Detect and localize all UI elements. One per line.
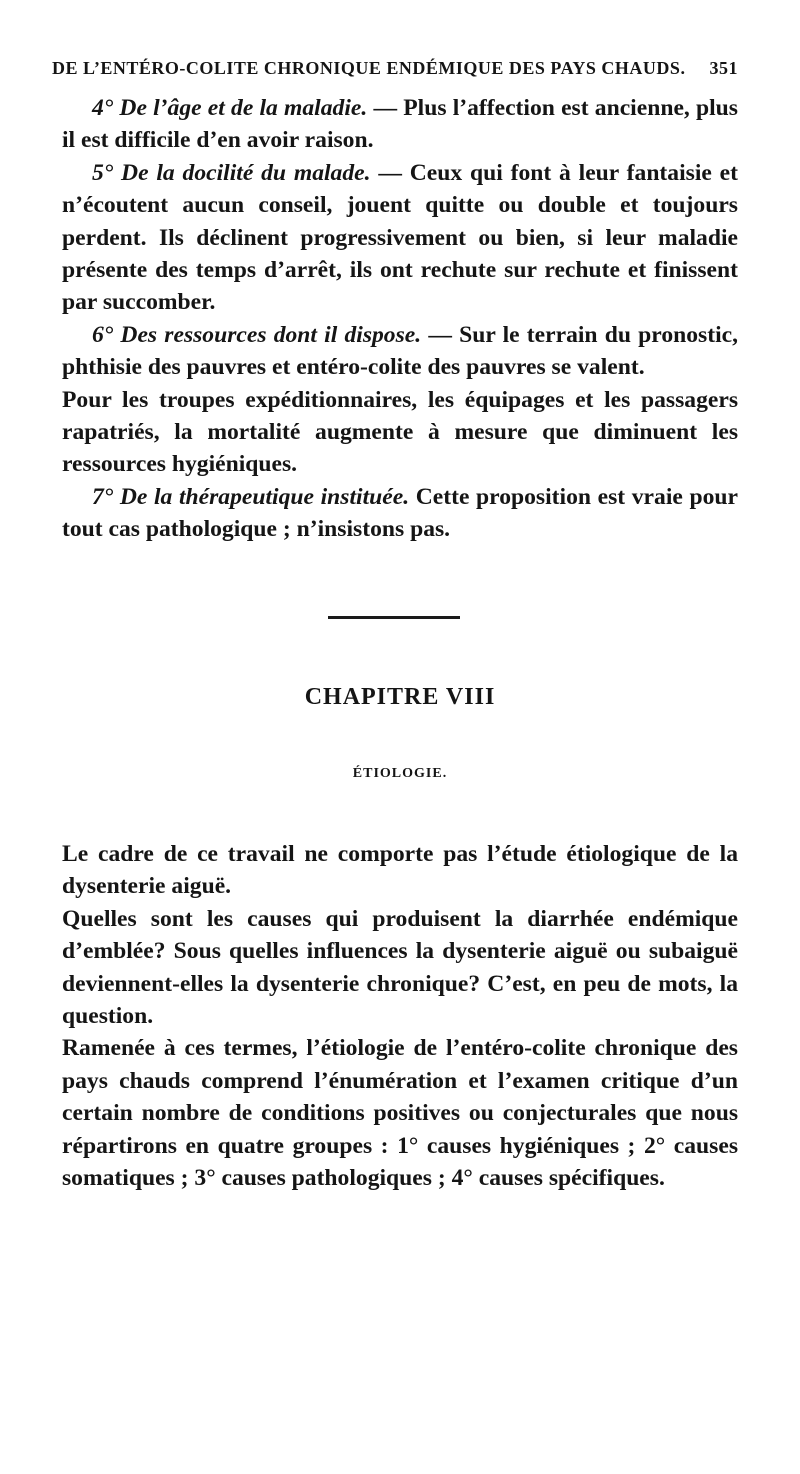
paragraph-body: — Plus l’affection est ancienne, plus il est difficile d’en avoir raison.: [62, 95, 738, 154]
paragraph-groups: Ramenée à ces termes, l’étiologie de l’entéro-colite chronique des pays chauds comprend l’énumération et l’examen critique d’un certain nombre de conditions positives ou conjecturales que nous répartirons en quatre groupes : 1° causes hygiéniques ; 2° causes somatiques ; 3° causes pathologiques ; 4° causes spécifiques.: [62, 1035, 738, 1192]
paragraph-heading: 5° De la docilité du malade.: [92, 159, 371, 186]
paragraph-therapeutics: [62, 481, 738, 546]
running-title: DE L’ENTÉRO-COLITE CHRONIQUE ENDÉMIQUE DES PAYS CHAUDS.: [52, 58, 686, 78]
paragraph-heading: 4° De l’âge et de la maladie.: [92, 95, 368, 121]
chapter-title: CHAPITRE VIII: [304, 684, 496, 710]
paragraph-age: [62, 92, 738, 157]
paragraph-scope: Le cadre de ce travail ne comporte pas l’étude étiologique de la dysenterie aiguë.: [62, 841, 738, 900]
paragraph-troops: Pour les troupes expéditionnaires, les équipages et les passagers rapatriés, la mortalité augmente à mesure que diminuent les ressources hygiéniques.: [62, 386, 738, 478]
page-number: 351: [709, 58, 738, 78]
section-divider: [328, 616, 460, 619]
paragraph-heading: 7° De la thérapeutique instituée.: [92, 483, 410, 510]
chapter-subtitle: ÉTIOLOGIE.: [352, 766, 448, 781]
running-header: [52, 58, 738, 86]
paragraph-body: — Sur le terrain du pronostic, phthisie des pauvres et entéro-colite des pauvres se valent.: [62, 321, 738, 381]
paragraph-body: Cette proposition est vraie pour tout cas pathologique ; n’insistons pas.: [62, 483, 738, 543]
prognosis-section: [62, 92, 738, 546]
etiology-section: [62, 838, 738, 1194]
paragraph-heading: 6° Des ressources dont il dispose.: [92, 321, 422, 348]
paragraph-body: — Ceux qui font à leur fantaisie et n’écoutent aucun conseil, jouent quitte ou double et toujours perdent. Ils déclinent progressivement ou bien, si leur maladie présente des temps d’arrêt, ils ont rechute sur rechute et finissent par succomber.: [62, 159, 738, 316]
paragraph-questions: Quelles sont les causes qui produisent la diarrhée endémique d’emblée? Sous quelles influences la dysenterie aiguë ou subaiguë deviennent-elles la dysenterie chronique? C’est, en peu de mots, la question.: [62, 905, 738, 1030]
paragraph-docility: [62, 157, 738, 319]
paragraph-resources: [62, 319, 738, 384]
